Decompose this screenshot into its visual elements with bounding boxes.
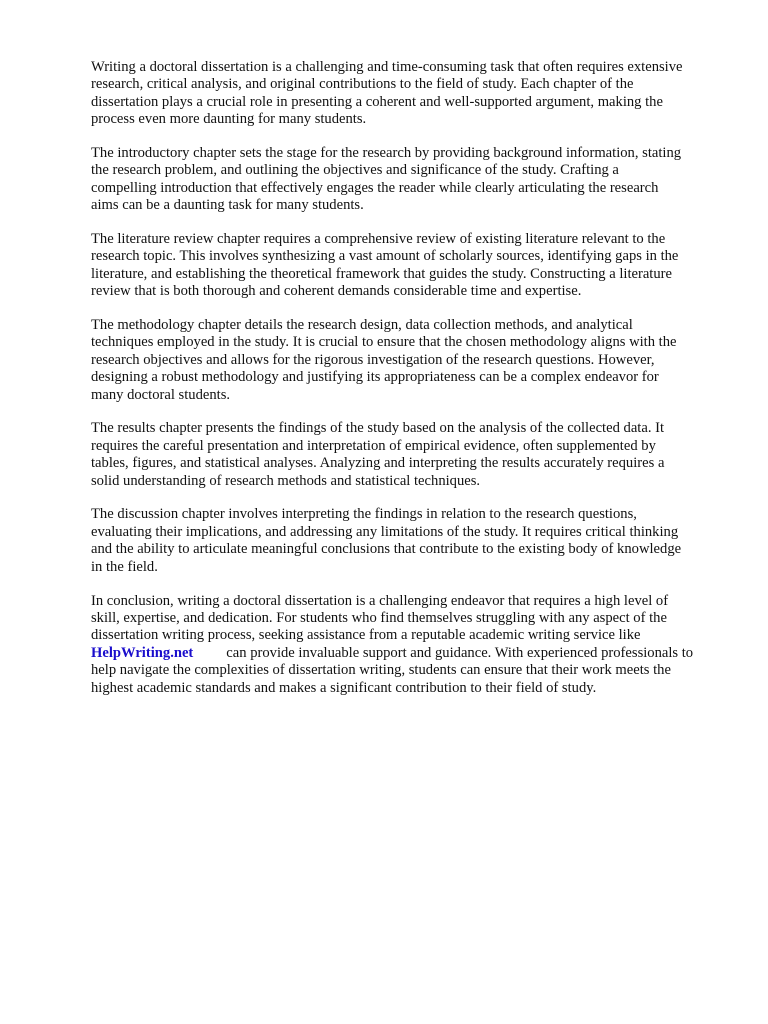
paragraph-intro: Writing a doctoral dissertation is a challenging and time-consuming task that often requires extensive research, critical analysis, and original contributions to the field of study. Each chapter of the dissertation plays a crucial role in presenting a coherent and well-supported argument, making the process even more daunting for many students.: [91, 59, 683, 128]
document-body: [91, 59, 727, 713]
paragraph-conclusion: [91, 593, 727, 697]
helpwriting-link[interactable]: HelpWriting.net: [91, 644, 194, 661]
paragraph-introductory-chapter: The introductory chapter sets the stage for the research by providing background information, stating the research problem, and outlining the objectives and significance of the study. Crafting a compelling introduction that effectively engages the reader while clearly articulating the research aims can be a daunting task for many students.: [91, 145, 682, 214]
paragraph-results: The results chapter presents the findings of the study based on the analysis of the collected data. It requires the careful presentation and interpretation of empirical evidence, often supplemented by tables, figures, and statistical analyses. Analyzing and interpreting the results accurately requires a solid understanding of research methods and statistical techniques.: [91, 420, 665, 489]
conclusion-text-before-link: In conclusion, writing a doctoral dissertation is a challenging endeavor that requires a high level of skill, expertise, and dedication. For students who find themselves struggling with any aspect of the dissertation writing process, seeking assistance from a reputable academic writing service like: [91, 592, 669, 644]
paragraph-discussion: The discussion chapter involves interpreting the findings in relation to the research questions, evaluating their implications, and addressing any limitations of the study. It requires critical thinking and the ability to articulate meaningful conclusions that contribute to the existing body of knowledge in the field.: [91, 506, 682, 575]
conclusion-text-after-link: can provide invaluable support and guidance. With experienced professionals to help navigate the complexities of dissertation writing, students can ensure that their work meets the highest academic standards and makes a significant contribution to their field of study.: [91, 644, 694, 696]
paragraph-methodology: The methodology chapter details the research design, data collection methods, and analytical techniques employed in the study. It is crucial to ensure that the chosen methodology aligns with the research objectives and allows for the rigorous investigation of the research questions. However, designing a robust methodology and justifying its appropriateness can be a complex endeavor for many doctoral students.: [91, 317, 677, 403]
paragraph-literature-review: The literature review chapter requires a comprehensive review of existing literature relevant to the research topic. This involves synthesizing a vast amount of scholarly sources, identifying gaps in the literature, and establishing the theoretical framework that guides the study. Constructing a literature review that is both thorough and coherent demands considerable time and expertise.: [91, 231, 679, 300]
